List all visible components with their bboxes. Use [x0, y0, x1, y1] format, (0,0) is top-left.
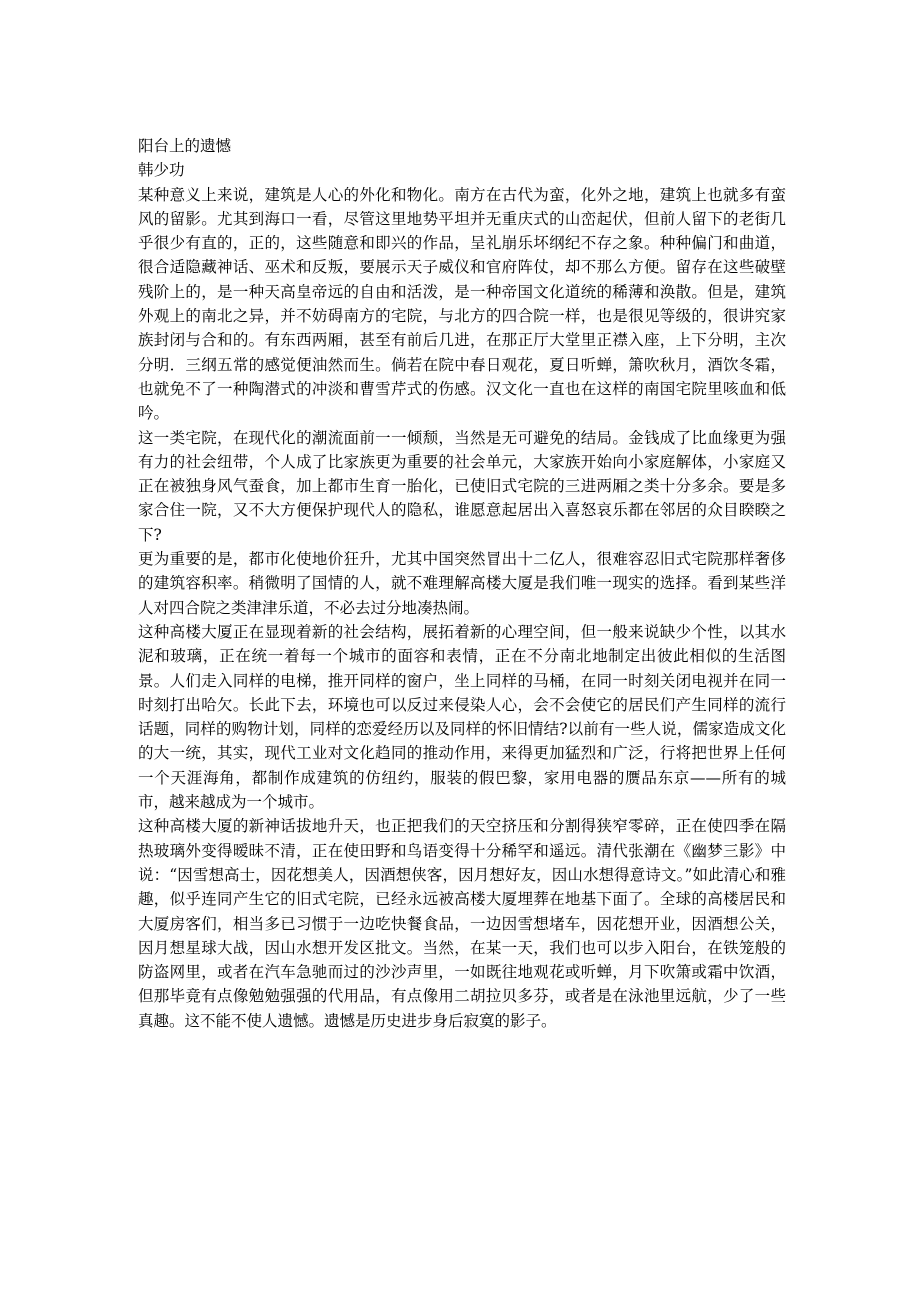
paragraph-2: 这一类宅院，在现代化的潮流面前一一倾颓，当然是无可避免的结局。金钱成了比血缘更为强有力的社会纽带，个人成了比家族更为重要的社会单元，大家族开始向小家庭解体，小家庭又正在被独身风气蚕食，加上都市生育一胎化，已使旧式宅院的三进两厢之类十分多余。要是多家合住一院，又不大方便保护现代人的隐私，谁愿意起居出入喜怒哀乐都在邻居的众目睽睽之下? — [138, 428, 786, 544]
paragraph-5: 这种高楼大厦的新神话拔地升天，也正把我们的天空挤压和分割得狭窄零碎，正在使四季在隔热玻璃外变得暧昧不清，正在使田野和鸟语变得十分稀罕和遥远。清代张潮在《幽梦三影》中说：“因雪想高士，因花想美人，因酒想侠客，因月想好友，因山水想得意诗文。”如此清心和雅趣，似乎连同产生它的旧式宅院，已经永远被高楼大厦埋葬在地基下面了。全球的高楼居民和大厦房客们，相当多已习惯于一边吃快餐食品，一边因雪想堵车，因花想开业，因酒想公关，因月想星球大战，因山水想开发区批文。当然，在某一天，我们也可以步入阳台，在铁笼般的防盗网里，或者在汽车急驰而过的沙沙声里，一如既往地观花或听蝉，月下吹箫或霜中饮酒，但那毕竟有点像勉勉强强的代用品，有点像用二胡拉贝多芬，或者是在泳池里远航，少了一些真趣。这不能不使人遗憾。遗憾是历史进步身后寂寞的影子。 — [138, 817, 786, 1030]
document-body — [138, 134, 786, 1033]
document-author: 韩少功 — [138, 161, 185, 180]
paragraph-3: 更为重要的是，都市化使地价狂升，尤其中国突然冒出十二亿人，很难容忍旧式宅院那样奢侈的建筑容积率。稍微明了国情的人，就不难理解高楼大厦是我们唯一现实的选择。看到某些洋人对四合院之类津津乐道，不必去过分地凑热闹。 — [138, 550, 786, 617]
paragraph-1: 某种意义上来说，建筑是人心的外化和物化。南方在古代为蛮，化外之地，建筑上也就多有蛮风的留影。尤其到海口一看，尽管这里地势平坦并无重庆式的山峦起伏，但前人留下的老街几乎很少有直的，正的，这些随意和即兴的作品，呈礼崩乐坏纲纪不存之象。种种偏门和曲道，很合适隐藏神话、巫术和反叛，要展示天子威仪和官府阵仗，却不那么方便。留存在这些破壁残阶上的，是一种天高皇帝远的自由和活泼，是一种帝国文化道统的稀薄和涣散。但是，建筑外观上的南北之异，并不妨碍南方的宅院，与北方的四合院一样，也是很见等级的，很讲究家族封闭与合和的。有东西两厢，甚至有前后几进，在那正厅大堂里正襟入座，上下分明，主次分明．三纲五常的感觉便油然而生。倘若在院中春日观花，夏日听蝉，箫吹秋月，酒饮冬霜，也就免不了一种陶潜式的冲淡和曹雪芹式的伤感。汉文化一直也在这样的南国宅院里咳血和低吟。 — [138, 185, 786, 423]
paragraph-4: 这种高楼大厦正在显现着新的社会结构，展拓着新的心理空间，但一般来说缺少个性，以其水泥和玻璃，正在统一着每一个城市的面容和表情，正在不分南北地制定出彼此相似的生活图景。人们走入同样的电梯，推开同样的窗户，坐上同样的马桶，在同一时刻关闭电视并在同一时刻打出哈欠。长此下去，环境也可以反过来侵染人心，会不会使它的居民们产生同样的流行话题，同样的购物计划，同样的恋爱经历以及同样的怀旧情结?以前有一些人说，儒家造成文化的大一统，其实，现代工业对文化趋同的推动作用，来得更加猛烈和广泛，行将把世界上任何一个天涯海角，都制作成建筑的仿纽约，服装的假巴黎，家用电器的赝品东京——所有的城市，越来越成为一个城市。 — [138, 622, 786, 812]
document-title: 阳台上的遗憾 — [138, 137, 232, 155]
